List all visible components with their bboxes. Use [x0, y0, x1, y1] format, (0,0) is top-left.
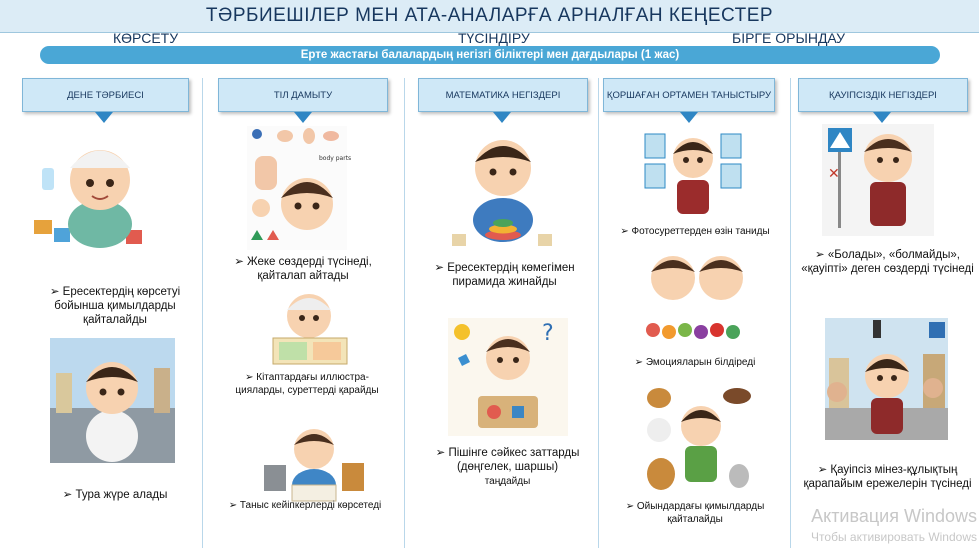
windows-activation-subtext: Чтобы активировать Windows	[811, 530, 977, 544]
caption-safety-rules: ➢ Қауіпсіз мінез-құлықтың қарапайым ережелерін түсінеді	[803, 464, 972, 490]
heading-math: МАТЕМАТИКА НЕГІЗДЕРІ	[418, 78, 588, 112]
caption-understands-words: ➢ Жеке сөздерді түсінеді, қайталап айтады	[234, 256, 372, 282]
column-divider	[404, 78, 405, 548]
boy-with-toy-animals-illustration	[262, 425, 367, 503]
caption-walk-straight: ➢ Тура жүре алады	[62, 489, 168, 501]
boy-photos-illustration	[645, 130, 742, 220]
toddler-playing-illustration	[30, 128, 155, 253]
caption-understands-danger-words: ➢ «Болады», «болмайды», «қауіпті» деген сөздерді түсінеді	[801, 249, 974, 275]
subtitle-show: КӨРСЕТУ	[113, 30, 179, 46]
caption-expresses-emotions: ➢ Эмоцияларын білдіреді	[634, 357, 756, 368]
boy-sorting-shapes-illustration	[448, 318, 568, 436]
windows-activation-watermark: Активация Windows	[811, 506, 977, 526]
caption-repeat-movements: ➢ Ересектердің көрсетуі бойынша қимылдарды қайталайды	[49, 286, 181, 326]
boy-with-animals-illustration	[645, 382, 753, 494]
page-title: ТӘРБИЕШІЛЕР МЕН АТА-АНАЛАРҒА АРНАЛҒАН КЕҢЕСТЕР	[0, 0, 979, 33]
boys-emotions-illustration	[645, 250, 750, 342]
caption-matches-shapes: ➢ Пішінге сәйкес заттарды (дөңгелек, шаршы)	[435, 447, 580, 473]
subtitle-explain: ТҮСІНДІРУ	[458, 30, 530, 46]
caption-repeats-game-moves: ➢ Ойындардағы қимылдарды қайталайды	[625, 501, 765, 525]
caption-builds-pyramid: ➢ Ересектердің көмегімен пирамида жинайды	[434, 262, 575, 288]
svg-text:✕: ✕	[828, 166, 840, 182]
boy-reading-book-illustration	[265, 288, 355, 366]
boy-with-crosswalk-sign-illustration	[822, 124, 934, 236]
down-arrow-icon	[873, 112, 891, 123]
down-arrow-icon	[680, 112, 698, 123]
down-arrow-icon	[294, 112, 312, 123]
heading-safety: ҚАУІПСІЗДІК НЕГІЗДЕРІ	[798, 78, 968, 112]
column-divider	[790, 78, 791, 548]
down-arrow-icon	[493, 112, 511, 123]
heading-physical: ДЕНЕ ТӘРБИЕСІ	[22, 78, 189, 112]
subtitle-together: БІРГЕ ОРЫНДАУ	[732, 30, 846, 46]
column-divider	[202, 78, 203, 548]
age-ribbon: Ерте жастағы балалардың негізгі біліктері мен дағдылары (1 жас)	[40, 46, 940, 64]
heading-environment: ҚОРШАҒАН ОРТАМЕН ТАНЫСТЫРУ	[603, 78, 775, 112]
caption-recognizes-self: ➢ Фотосуреттерден өзін таниды	[620, 226, 770, 237]
boy-building-pyramid-illustration	[448, 130, 558, 252]
caption-looks-at-illustrations: ➢ Кітаптардағы иллюстра-цияларды, суреттерді қарайды	[235, 372, 379, 396]
body-parts-label: body parts	[319, 155, 352, 162]
down-arrow-icon	[95, 112, 113, 123]
boy-in-city-illustration	[825, 318, 948, 440]
caption-selects: таңдайды	[484, 476, 531, 487]
body-parts-illustration	[247, 126, 352, 250]
caption-shows-characters: ➢ Таныс кейіпкерлерді көрсетеді	[228, 500, 382, 511]
column-divider	[598, 78, 599, 548]
boy-walking-illustration	[50, 338, 175, 463]
heading-speech: ТІЛ ДАМЫТУ	[218, 78, 388, 112]
svg-text:?: ?	[542, 321, 554, 346]
